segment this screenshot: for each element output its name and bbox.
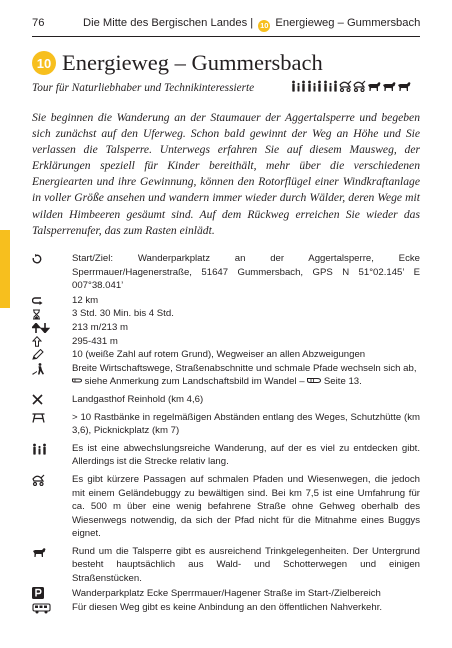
tour-title: Energieweg – Gummersbach <box>62 50 323 75</box>
tour-number-badge: 10 <box>32 51 56 75</box>
fact-start-text: Start/Ziel: Wanderparkplatz an der Aggertalsperre, Ecke Sperrmauer/Hagenerstraße, 51647 Gummersbach, GPS N 51°02.145’ E 007°38.041’ <box>72 253 420 292</box>
pointing-hand-icon <box>72 376 82 385</box>
paths-description: Breite Wirtschaftswege, Straßenabschnitte und schmale Pfade wechseln sich ab, <box>72 362 417 374</box>
hourglass-icon <box>32 309 41 320</box>
tour-facts <box>32 252 420 615</box>
suitability-icons <box>291 80 411 92</box>
waymark-pen-icon <box>32 349 44 360</box>
fact-rest-text: > 10 Rastbänke in regelmäßigen Abständen entlang des Weges, Schutzhütte (km 3,6), Picknickplatz (km 7) <box>72 411 420 437</box>
route-number-badge: 10 <box>260 21 269 30</box>
altitude-arrow-icon <box>32 336 42 347</box>
fact-duration-text: 3 Std. 30 Min. bis 4 Std. <box>72 308 174 320</box>
fact-parking <box>32 587 420 601</box>
off-road-buggy-icon <box>353 80 366 92</box>
off-road-buggy-icon <box>339 80 352 92</box>
chapter-tab <box>0 230 10 308</box>
off-road-buggy-icon <box>32 474 45 486</box>
parking-icon <box>32 587 44 599</box>
fact-paths <box>32 362 420 389</box>
region-name: Die Mitte des Bergischen Landes <box>83 17 248 29</box>
fact-family-text: Es ist eine abwechslungsreiche Wanderung, auf der es viel zu entdecken gibt. Allerdings ist die Strecke relativ lang. <box>72 442 420 468</box>
fact-length <box>32 294 420 308</box>
header-separator: | <box>250 17 254 29</box>
fact-length-text: 12 km <box>72 294 99 306</box>
fact-altitude <box>32 335 420 349</box>
picnic-table-icon <box>32 412 45 423</box>
family-icon <box>307 80 322 92</box>
fact-family <box>32 442 420 469</box>
family-icon <box>291 80 306 92</box>
fact-transit-text: Für diesen Weg gibt es keine Anbindung an den öffentlichen Nahverkehr. <box>72 602 383 614</box>
running-header <box>0 17 452 33</box>
fact-rest <box>32 411 420 438</box>
fact-markings <box>32 348 420 362</box>
fact-buggy-text: Es gibt kürzere Passagen auf schmalen Pfaden und Wiesenwegen, die jedoch mit einem Geländebuggy zu bewältigen sind. Bei km 7,5 ist eine Umfahrung für ca. 500 m über eine wenig befahrene Straße ohne Gehweg oberhalb des Wiesenwegs notwendig, da sich der Pfad nicht für die Mitnahme eines Buggys eignet. <box>72 473 420 540</box>
dog-icon <box>382 80 396 92</box>
pointing-hand-icon <box>307 376 321 385</box>
hiker-path-icon <box>32 363 46 375</box>
bus-icon <box>32 603 52 614</box>
loop-arrow-icon <box>32 254 42 264</box>
fact-food-text: Landgasthof Reinhold (km 4,6) <box>72 393 204 405</box>
fact-duration <box>32 307 420 321</box>
fact-markings-text: 10 (weiße Zahl auf rotem Grund), Wegweiser an allen Abzweigungen <box>72 349 366 361</box>
route-name: Energieweg – Gummersbach <box>275 17 421 29</box>
fact-elevation <box>32 321 420 335</box>
page-number: 76 <box>32 17 45 29</box>
fact-dogs-text: Rund um die Talsperre gibt es ausreichend Trinkgelegenheiten. Der Untergrund besteht hauptsächlich aus Wald- und Schotterwegen und einigen Straßenstücken. <box>72 545 420 585</box>
dog-icon <box>397 80 411 92</box>
fact-dogs <box>32 545 420 586</box>
fact-transit <box>32 601 420 615</box>
fact-paths-text <box>72 362 420 389</box>
up-down-arrows-icon <box>32 323 50 333</box>
dog-icon <box>32 546 46 558</box>
family-icon <box>32 443 47 455</box>
family-icon <box>323 80 338 92</box>
fact-elevation-text: 213 m/213 m <box>72 321 128 333</box>
paths-page-reference: Seite 13. <box>323 376 362 388</box>
intro-paragraph: Sie beginnen die Wanderung an der Staumauer der Aggertalsperre und begeben sich zunächst auf den Uferweg. Schon bald gewinnt der Weg an Höhe und Sie verlassen die Talsperre. Unterwegs erfahren Sie auf diesem Mausweg, der Erklärungen speziell für Kinder bereithält, mehr über die verschiedenen Energiearten und ihre Gewinnung, können den Rotorflügel einer Windkraftanlage in voller Größe ansehen und wandern immer wieder durch Wälder, deren Wege mit wilden Himbeeren gesäumt sind. Auf dem Rückweg erreichen Sie wieder das Talsperrenufer, das zum Rasten einlädt. <box>32 111 420 237</box>
header-divider <box>32 36 420 37</box>
route-length-icon <box>32 296 43 306</box>
fact-buggy <box>32 473 420 541</box>
running-title <box>83 17 420 32</box>
fact-food <box>32 393 420 407</box>
fact-start <box>32 252 420 293</box>
cutlery-icon <box>32 394 43 405</box>
paths-note: siehe Anmerkung zum Landschaftsbild im Wandel – <box>84 376 305 388</box>
tour-heading <box>32 48 323 78</box>
fact-parking-text: Wanderparkplatz Ecke Sperrmauer/Hagener Straße im Start-/Zielbereich <box>72 587 381 599</box>
fact-altitude-text: 295-431 m <box>72 335 118 347</box>
tour-subtitle: Tour für Naturliebhaber und Technikinteressierte <box>32 82 255 94</box>
dog-icon <box>367 80 381 92</box>
